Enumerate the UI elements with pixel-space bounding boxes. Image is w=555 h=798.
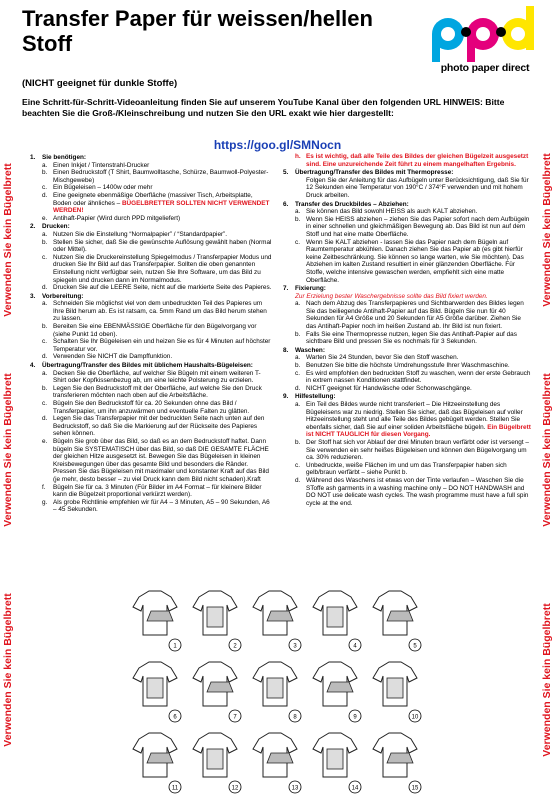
iron-icon <box>387 753 413 763</box>
step-number: 4 <box>353 643 357 650</box>
intro-text: Eine Schritt-für-Schritt-Videoanleitung finden Sie auf unserem YouTube Kanal über den folgenden URL HINWEIS: Bitte beachten Sie die Groß-/Kleinschreibung und nutzen Sie den URL exakt wie hier dargestellt: <box>22 97 505 118</box>
transfer-paper-icon <box>267 678 283 698</box>
list-item <box>295 216 531 239</box>
list-item <box>295 362 531 370</box>
instructions-left-column <box>30 153 272 514</box>
warning-text: Es ist wichtig, daß alle Teile des Bildes der gleichen Bügelzeit ausgesetzt sind. Eine unzureichende Zeit führt zu einem mangelhaften Ergebnis. <box>306 153 529 168</box>
list-item <box>295 239 531 285</box>
item-letter: c. <box>42 253 47 261</box>
step-illustration <box>133 662 181 722</box>
list-item <box>42 415 272 438</box>
item-text-body: Legen Sie den Bedruckstoff mit der Oberfläche, auf welche Sie den Druck transferieren möchten nach oben auf die Arbeitsfläche. <box>53 384 262 400</box>
transfer-paper-icon <box>207 607 223 627</box>
section-text: Folgen Sie der Anleitung für das Aufbügeln unter Berücksichtigung, daß Sie für 12 Sekunden eine Temperatur von 190°C / 374°F verwenden und mit hohem Druck arbeiten. <box>306 176 529 199</box>
step-illustration <box>313 733 361 793</box>
step-illustrations <box>125 585 425 798</box>
section-title: Sie benötigen: <box>42 154 87 161</box>
section <box>283 201 531 285</box>
list-item <box>42 370 272 385</box>
item-letter: d. <box>42 191 48 199</box>
item-text <box>53 184 272 192</box>
step-number: 7 <box>233 714 237 721</box>
item-text-body: Eine geeignete ebenmäßige Oberfläche (massiver Tisch, Arbeitsplatte, Boden oder ähnliches – <box>53 191 253 207</box>
item-text <box>306 439 531 462</box>
section <box>283 347 531 393</box>
list-item <box>295 354 531 362</box>
item-text-body: Drucken Sie auf die LEERE Seite, nicht auf die markierte Seite des Papieres. <box>53 284 272 292</box>
list-item <box>295 401 531 439</box>
section-title: Übertragung/Transfer des Bildes mit üblichem Haushalts-Bügeleisen: <box>42 362 253 370</box>
item-text-body: Während des Waschens ist etwas von der Tinte verlaufen – Waschen Sie die SToffe ash garments in a washing machine only – DO NOT HANDWASH and DO NOT use delicate wash cycles. The wash programme must have a full spin cycle at the end. <box>306 476 529 507</box>
section-number: 9. <box>283 393 289 401</box>
side-warning-left <box>0 150 16 798</box>
list-item <box>42 323 272 338</box>
transfer-paper-icon <box>207 749 223 769</box>
item-letter: a. <box>295 208 301 216</box>
step-illustration <box>253 662 301 722</box>
item-text <box>53 239 272 254</box>
section-body <box>295 169 531 199</box>
item-text <box>306 208 531 216</box>
item-text-body: Antihaft-Papier (Wird durch PPD mitgeliefert) <box>53 214 181 222</box>
item-text <box>53 438 272 484</box>
item-text-body: Der Stoff hat sich vor Ablauf der drei Minuten braun verfärbt oder ist versengt – Sie verwenden ein sehr heißes Bügeleisen und können den Bügelvorgang um ca. 30% reduzieren. <box>306 438 529 462</box>
step-number: 12 <box>231 785 239 792</box>
item-text-body: Verwenden Sie NICHT die Dampffunktion. <box>53 353 173 361</box>
section-number: 3. <box>30 292 36 300</box>
item-text-body: Nach dem Abzug des Transferpapieres und Sichtbarwerden des Bildes legen Sie das beiliegende Antihaft-Papier auf das Bild. Bügeln Sie nun für 40 Sekunden für A4 Größe und 20 Sekunden für A5 Größe darüber. Ziehen Sie das Antihaft-Papier noch im heißen Zustand ab. Ihr Bild ist nun fixiert. <box>306 300 524 331</box>
instructions-right-column <box>283 153 531 507</box>
item-letter: d. <box>42 284 48 292</box>
item-text <box>53 400 272 415</box>
list-item <box>42 239 272 254</box>
item-text-body: NICHT geeignet für Handwäsche oder Schonwaschgänge. <box>306 384 472 392</box>
item-text <box>53 338 272 353</box>
step-illustration <box>253 591 301 651</box>
item-letter: a. <box>42 230 48 238</box>
item-letter: c. <box>42 338 47 346</box>
item-letter: d. <box>42 353 48 361</box>
item-letter: b. <box>42 169 48 177</box>
item-text-body: Wenn Sie HEISS abziehen – ziehen Sie das Papier sofort nach dem Aufbügeln in einer schnellen und gleichmäßigen Bewegung ab. Das Bild ist nun auf dem Stoff und hat eine matte Oberfläche. <box>306 215 530 238</box>
transfer-paper-icon <box>327 607 343 627</box>
list-item <box>42 215 272 223</box>
iron-icon <box>207 682 233 692</box>
item-text-body: Schalten Sie Ihr Bügeleisen ein und heizen Sie es für 4 Minuten auf höchster Temperatur vor. <box>53 338 271 353</box>
section-title: Drucken: <box>42 223 70 231</box>
item-letter: e. <box>42 437 48 445</box>
section-number: 7. <box>283 285 289 293</box>
step-number: 11 <box>171 785 179 792</box>
step-number: 14 <box>351 785 359 792</box>
iron-icon <box>267 611 293 621</box>
item-letter: b. <box>295 438 301 446</box>
item-letter: a. <box>295 354 301 362</box>
side-warning-text: Verwenden Sie kein Bügelbrett <box>541 603 553 757</box>
item-text-body: Bügeln Sie den Bedruckstoff für ca. 20 Sekunden ohne das Bild / Transferpapier, um ihn anzuwärmen und eventuelle Falten zu glätten. <box>53 400 250 415</box>
step-number: 15 <box>411 785 419 792</box>
item-letter: a. <box>42 300 48 308</box>
item-text-body: Warten Sie 24 Stunden, bevor Sie den Stoff waschen. <box>306 354 459 362</box>
item-letter: d. <box>295 384 301 392</box>
step-number: 1 <box>173 643 177 650</box>
step-illustration <box>133 591 181 651</box>
transfer-paper-icon <box>147 678 163 698</box>
warning-note: Zur Erzielung bester Waschergebnisse sollte das Bild fixiert werden. <box>295 292 488 300</box>
section-title: Hilfestellung: <box>295 393 336 401</box>
item-letter: b. <box>295 362 301 370</box>
item-text <box>53 215 272 223</box>
section-body <box>295 201 531 285</box>
section-number: 8. <box>283 346 289 354</box>
section-number: 5. <box>283 169 289 177</box>
item-text <box>53 415 272 438</box>
item-text-body: Nutzen Sie die Einstellung “Normalpapier” / “Standardpapier”. <box>53 230 228 238</box>
section <box>283 169 531 199</box>
item-letter: b. <box>42 384 48 392</box>
item-text <box>53 353 272 361</box>
section-title: Fixierung: <box>295 285 326 293</box>
section-number: 4. <box>30 362 36 370</box>
item-letter: f. <box>42 483 46 491</box>
list-item <box>295 462 531 477</box>
section-title: Vorbereitung: <box>42 292 84 300</box>
item-text-body: Als grobe Richtlinie empfehlen wir für A4 – 3 Minuten, A5 – 90 Sekunden, A6 – 45 Sekunden. <box>53 498 270 514</box>
item-text-body: Sie können das Bild sowohl HEISS als auch KALT abziehen. <box>306 208 478 216</box>
list-item <box>295 208 531 216</box>
item-text <box>53 300 272 323</box>
warning-text: Ein Bügelbrett ist NICHT TAUGLICH für diesen Vorgang. <box>306 423 531 439</box>
iron-icon <box>327 682 353 692</box>
list-item <box>42 162 272 170</box>
step-number: 6 <box>173 714 177 721</box>
step-illustration <box>193 733 241 793</box>
section-number: 1. <box>30 154 36 161</box>
item-text <box>53 254 272 284</box>
item-text <box>306 385 531 393</box>
item-text-body: Wenn Sie KALT abziehen - lassen Sie das Papier nach dem Bügeln auf Raumtemperatur abkühlen. Danach ziehen Sie das Papier ab (es gibt hierfür keine Zeitbeschränkung. Sie können so lange warten, wie Sie möchten). Das Abziehen im kalten Zustand resultiert in einer glänzenden Oberfläche. Für Stoffe, welche intensive gewaschen werden, empfiehlt sich eine matte Oberfläche. <box>306 238 524 284</box>
list-item <box>42 499 272 514</box>
iron-icon <box>267 753 293 763</box>
item-text <box>306 370 531 385</box>
section <box>30 223 272 291</box>
item-text <box>53 192 272 215</box>
item-text-body: Ein Bügeleisen – 1400w oder mehr <box>53 184 153 192</box>
item-letter: c. <box>42 400 47 407</box>
item-letter: c. <box>295 238 300 246</box>
logo-tagline: photo paper direct <box>440 62 530 74</box>
side-warning-text: Verwenden Sie kein Bügelbrett <box>2 593 14 747</box>
section-title: Übertragung/Transfer des Bildes mit Thermopresse: <box>295 169 454 177</box>
step-number: 9 <box>353 714 357 721</box>
item-letter: a. <box>42 369 48 377</box>
item-text <box>306 362 531 370</box>
list-item <box>42 231 272 239</box>
item-text-body: Bügeln Sie grob über das Bild, so daß es an dem Bedruckstoff haftet. Dann bügeln Sie SYSTEMATISCH über das Bild, so daß DIE GESAMTE FLÄCHE der gleichen Hitze ausgesetzt ist. Bewegen Sie das Bügeleisen in kleinen Kreisbewegungen über das gesamte Bild und besonders die Ränder. Pressen Sie das Bügeleisen mit maximaler und konstanter Kraft auf das Bild (je mehr, desto besser – zu viel Druck kann dem Bild nicht schaden).Kraft <box>53 437 269 483</box>
iron-icon <box>147 753 173 763</box>
item-text <box>306 331 531 346</box>
section-number: 6. <box>283 200 289 208</box>
list-item <box>42 484 272 499</box>
list-item <box>42 438 272 484</box>
step-number: 8 <box>293 714 297 721</box>
section-body <box>42 154 272 222</box>
item-text <box>306 401 531 439</box>
item-text <box>53 370 272 385</box>
item-text-body: Falls Sie eine Thermopresse nutzen, legen Sie das Antihaft-Papier auf das sichtbare Bild und pressen Sie es nochmals für 3 Sekunden. <box>306 330 517 346</box>
section-body <box>42 223 272 291</box>
side-warning-text: Verwenden Sie kein Bügelbrett <box>541 153 553 307</box>
item-letter: d. <box>42 415 48 423</box>
side-warning-text: Verwenden Sie kein Bügelbrett <box>541 373 553 527</box>
list-item <box>283 153 531 168</box>
item-letter: c. <box>42 184 47 192</box>
transfer-paper-icon <box>327 749 343 769</box>
section <box>283 285 531 346</box>
section-body <box>295 347 531 393</box>
item-text <box>306 216 531 239</box>
step-illustration <box>193 591 241 651</box>
item-text-body: Decken Sie die Oberfläche, auf welcher Sie Bügeln mit einem weiteren T-Shirt oder Kopfkissenbezug ab, um eine leichte Polsterung zu erzielen. <box>53 369 261 385</box>
item-letter: h. <box>295 153 301 160</box>
item-text-body: Unbedruckte, weiße Flächen im und um das Transferpapier haben sich gelb/braun verfärbt – siehe Punkt b. <box>306 461 507 477</box>
item-letter: a. <box>42 161 48 169</box>
item-text-body: Einen Inkjet / Tintenstrahl-Drucker <box>53 161 150 169</box>
list-item <box>42 192 272 215</box>
section-body <box>295 285 531 346</box>
step-illustration <box>313 591 361 651</box>
page-title: Transfer Paper für weissen/hellen Stoff <box>22 6 373 56</box>
list-item <box>42 184 272 192</box>
step-number: 5 <box>413 643 417 650</box>
item-letter: g. <box>42 498 48 506</box>
section-title: Waschen: <box>295 346 325 354</box>
section <box>30 154 272 222</box>
item-text-body: Einen Bedruckstoff (T Shirt, Baumwolltasche, Schürze, Baumwoll-Polyester-Mischgewebe) <box>53 169 269 184</box>
item-text <box>53 385 272 400</box>
warning-text: BÜGELBRETTER SOLLTEN NICHT VERWENDET WERDEN! <box>53 199 270 215</box>
list-item <box>42 400 272 415</box>
item-text <box>306 300 531 330</box>
item-text <box>306 462 531 477</box>
item-text-body: Ein Teil des Bildes wurde nicht transferiert – Die Hitzeeinstellung des Bügeleisens war zu niedrig. Stellen Sie sicher, daß das Bügeleisen auf voller Hitzeeinstellung steht und alle Teile des Bildes gebügelt werden. Stellen Sie ebenfalls sicher, daß Sie auf einer soliden Arbeitsfläche bügeln. <box>306 401 523 431</box>
item-text <box>53 162 272 170</box>
list-item <box>295 370 531 385</box>
list-item <box>42 300 272 323</box>
subtitle: (NICHT geeignet für dunkle Stoffe) <box>22 78 178 89</box>
list-item <box>42 284 272 292</box>
item-letter: b. <box>42 323 48 331</box>
item-letter: d. <box>295 476 301 484</box>
section-number: 2. <box>30 223 36 231</box>
list-item <box>42 385 272 400</box>
item-text <box>306 354 531 362</box>
item-text-body: Schneiden Sie möglichst viel von dem unbedruckten Teil des Papieres um Ihre Bild herum ab. Es ist ratsam, ca. 5mm Rand um das Bild herum stehen zu lassen. <box>53 300 267 323</box>
item-text <box>53 169 272 184</box>
item-text-body: Legen Sie das Transferpapier mit der bedruckten Seite nach unten auf den Bedruckstoff, so daß Sie die Markierung auf der Rückseite des Papieres sehen können. <box>53 415 265 438</box>
side-warning-text: Verwenden Sie kein Bügelbrett <box>2 163 14 317</box>
section-title: Transfer des Druckbildes – Abziehen: <box>295 200 409 208</box>
item-text-body: Bereiten Sie eine EBENMÄSSIGE Oberfläche für den Bügelvorgang vor (siehe Punkt 1d oben). <box>53 323 257 338</box>
step-number: 3 <box>293 643 297 650</box>
section-body <box>42 362 272 514</box>
step-illustration <box>253 733 301 793</box>
step-number: 13 <box>291 785 299 792</box>
item-text-body: Es wird empfohlen den bedruckten Stoff zu waschen, wenn der erste Gebrauch in extrem nassen Konditionen stattfindet. <box>306 369 531 385</box>
item-letter: c. <box>295 461 300 469</box>
item-text <box>53 484 272 499</box>
item-letter: e. <box>42 214 48 222</box>
item-text <box>53 231 272 239</box>
side-warning-text: Verwenden Sie kein Bügelbrett <box>2 373 14 527</box>
step-number: 10 <box>411 714 419 721</box>
step-illustration <box>133 733 181 793</box>
list-item <box>42 353 272 361</box>
item-text-body: Stellen Sie sicher, daß Sie die gewünschte Auflösung gewählt haben (Normal oder Mittel). <box>53 238 272 254</box>
item-text <box>306 477 531 507</box>
item-letter: c. <box>295 369 300 377</box>
section <box>30 362 272 514</box>
item-text <box>306 239 531 285</box>
step-illustration <box>193 662 241 722</box>
transfer-paper-icon <box>387 678 403 698</box>
iron-icon <box>147 611 173 621</box>
item-text-body: Nutzen Sie die Druckereinstellung Spiegelmodus / Transferpapier Modus und drucken Sie Ihr Bild auf das Transferpapier. Sollten die oben genannten Einstellung nicht verfügbar sein, nutzen Sie Ihre Software, um das Bild zu spiegeln und drucken dann im Normalmodus. <box>53 253 272 284</box>
item-text-body: Benutzen Sie bitte die höchste Umdrehungsstufe Ihrer Waschmaschine. <box>306 362 510 370</box>
item-text <box>53 499 272 514</box>
item-letter: b. <box>295 215 301 223</box>
section <box>30 293 272 361</box>
list-item <box>42 254 272 284</box>
side-warning-right <box>539 150 555 798</box>
step-illustration <box>373 733 421 793</box>
list-item <box>295 385 531 393</box>
step-illustration <box>373 591 421 651</box>
step-illustration <box>373 662 421 722</box>
step-number: 2 <box>233 643 237 650</box>
item-letter: a. <box>295 300 301 308</box>
step-illustration <box>313 662 361 722</box>
item-letter: b. <box>295 330 301 338</box>
list-item <box>295 331 531 346</box>
item-letter: a. <box>295 401 301 408</box>
item-text-body: Bügeln Sie für ca. 3 Minuten (Für Bilder im A4 Format – für kleinere Bilder kann die Bügelzeit proportional verkürzt werden). <box>53 483 262 499</box>
iron-icon <box>387 611 413 621</box>
section <box>283 393 531 507</box>
item-text <box>53 284 272 292</box>
item-letter: b. <box>42 238 48 246</box>
section-body <box>42 293 272 361</box>
youtube-url-link[interactable]: https://goo.gl/SMNocn <box>213 138 342 152</box>
item-text <box>53 323 272 338</box>
list-item <box>295 477 531 507</box>
list-item <box>42 338 272 353</box>
section-body <box>295 393 531 507</box>
list-item <box>295 300 531 330</box>
list-item <box>42 169 272 184</box>
list-item <box>295 439 531 462</box>
